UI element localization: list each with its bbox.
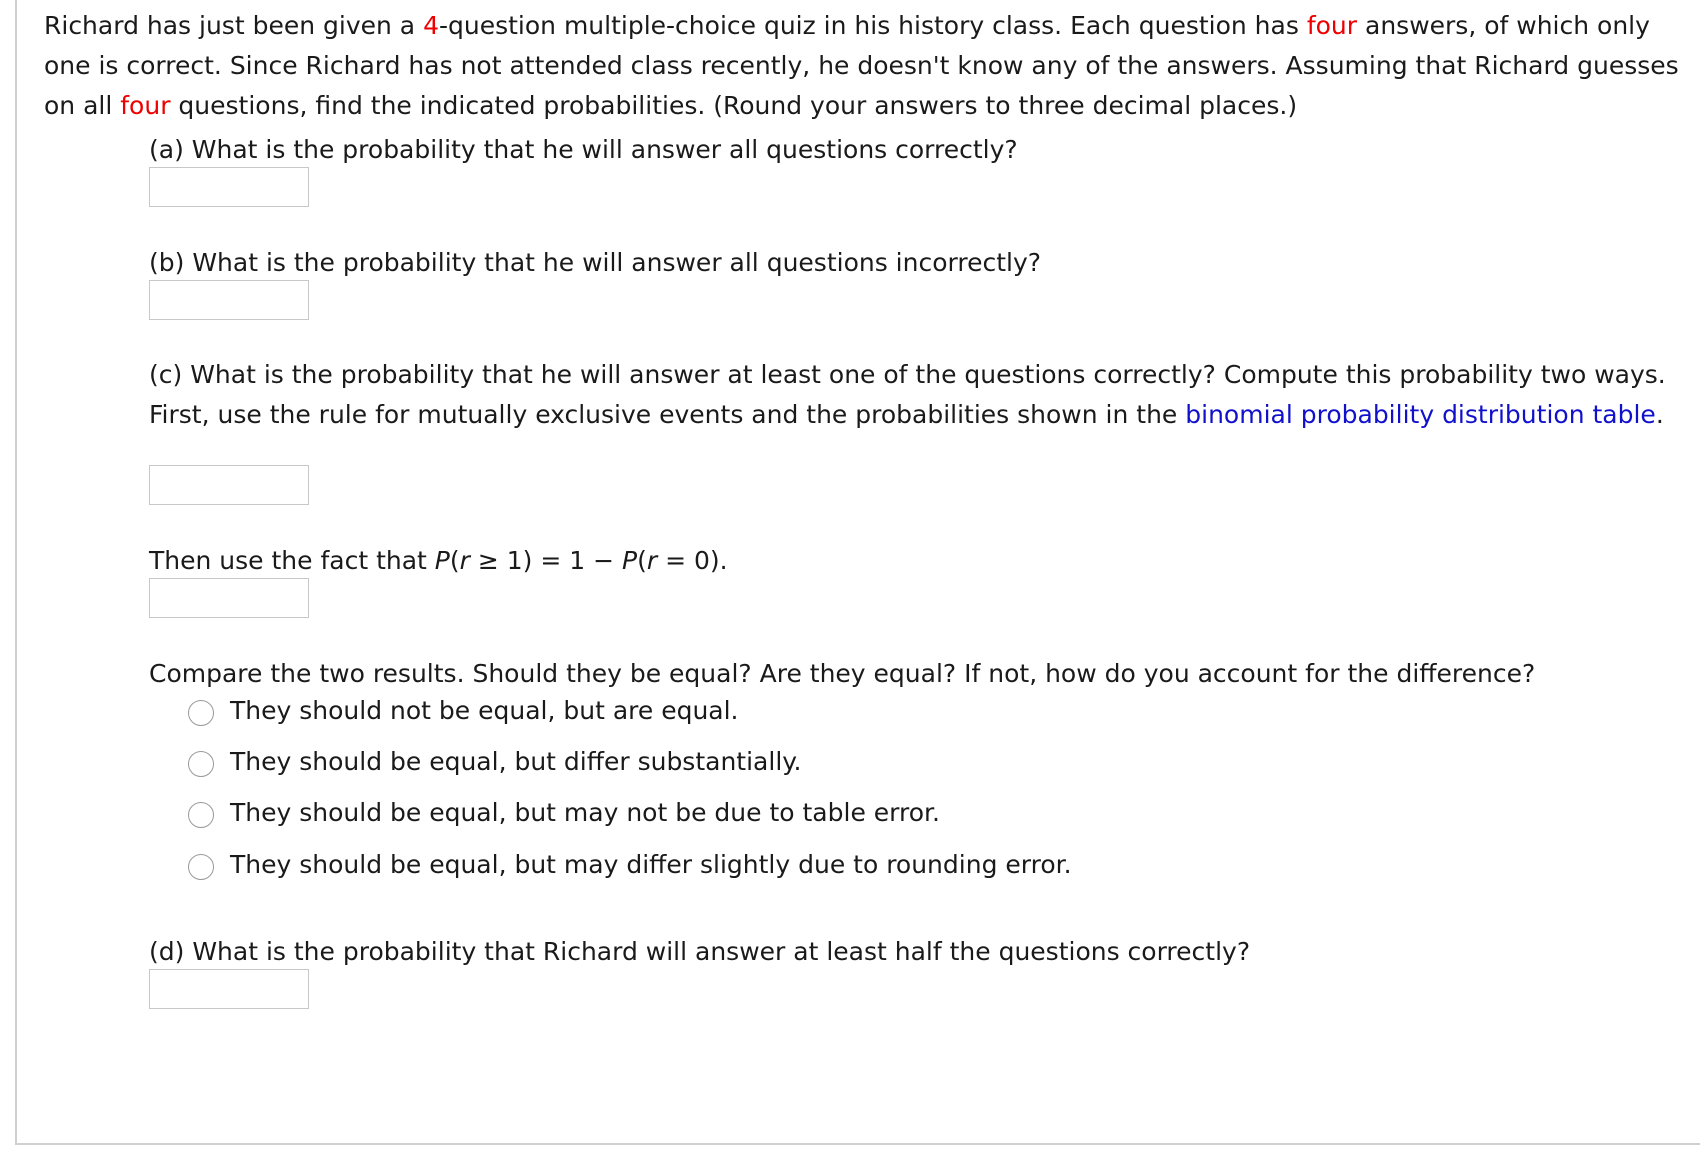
compare-question: Compare the two results. Should they be equal? Are they equal? If not, how do you account for the difference? — [149, 659, 1536, 688]
part-c-answer-input-1[interactable] — [149, 465, 309, 505]
radio-option-label: They should be equal, but may not be due to table error. — [230, 797, 940, 827]
radio-button[interactable] — [188, 700, 214, 726]
formula-geq-one: ≥ 1) = 1 − — [469, 546, 623, 575]
formula-r: r — [459, 546, 470, 575]
radio-button[interactable] — [188, 802, 214, 828]
formula-open-2: ( — [637, 546, 647, 575]
intro-text-4: questions, find the indicated probabilities. (Round your answers to three decimal places.) — [170, 91, 1298, 120]
formula-p: P — [434, 546, 450, 575]
num-answers-value: four — [1306, 11, 1358, 40]
part-c-answer-input-2[interactable] — [149, 578, 309, 618]
part-b-question: (b) What is the probability that he will answer all questions incorrectly? — [149, 248, 1042, 277]
radio-option-1[interactable] — [188, 690, 739, 730]
part-d-answer-input[interactable] — [149, 969, 309, 1009]
radio-option-label: They should not be equal, but are equal. — [230, 695, 739, 725]
radio-button[interactable] — [188, 854, 214, 880]
part-b-answer-input[interactable] — [149, 280, 309, 320]
formula-open: ( — [449, 546, 460, 575]
part-d-question: (d) What is the probability that Richard will answer at least half the questions correctly? — [149, 937, 1251, 966]
part-a-answer-input[interactable] — [149, 167, 309, 207]
part-c-question — [149, 355, 1669, 435]
num-answers-value-2: four — [120, 91, 171, 120]
radio-option-3[interactable] — [188, 792, 940, 832]
intro-text-3: answers, of which only one is correct. Since Richard has not attended class recently, he doesn't know any of the answers. Assuming that Richard guesses on all — [44, 11, 1679, 120]
formula-p-2: P — [622, 546, 638, 575]
part-c-question-text: (c) What is the probability that he will answer at least one of the questions correctly? Compute this probability two ways. First, use the rule for mutually exclusive events and the probabilities shown in the — [149, 360, 1666, 429]
radio-button[interactable] — [188, 751, 214, 777]
then-text: Then use the fact that — [149, 546, 435, 575]
part-c-then-text — [149, 541, 1669, 581]
intro-text-1: Richard has just been given a — [44, 11, 424, 40]
problem-intro — [44, 6, 1684, 126]
binomial-table-link[interactable]: binomial probability distribution table — [1185, 400, 1656, 429]
part-a-question: (a) What is the probability that he will answer all questions correctly? — [149, 135, 1018, 164]
radio-option-label: They should be equal, but differ substantially. — [230, 746, 802, 776]
formula-eq-zero: = 0). — [657, 546, 728, 575]
formula-r-2: r — [646, 546, 658, 575]
radio-option-2[interactable] — [188, 741, 801, 781]
intro-text-2: -question multiple-choice quiz in his history class. Each question has — [438, 11, 1307, 40]
num-questions-value: 4 — [423, 11, 439, 40]
radio-option-4[interactable] — [188, 844, 1072, 884]
part-c-question-end: . — [1655, 400, 1664, 429]
radio-option-label: They should be equal, but may differ slightly due to rounding error. — [230, 849, 1072, 879]
